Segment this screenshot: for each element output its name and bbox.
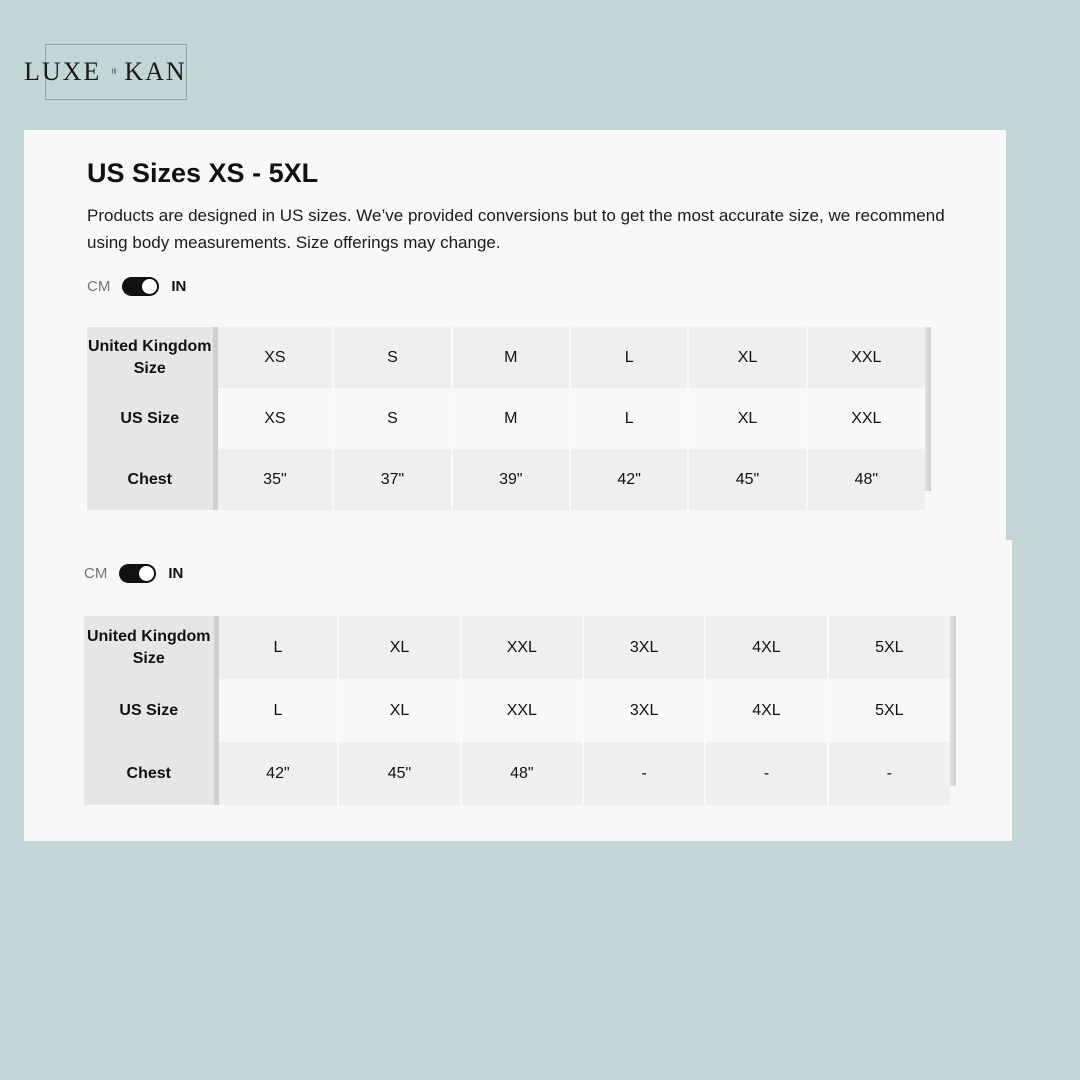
table-cell: L: [570, 388, 688, 449]
table-row: [84, 679, 950, 742]
unit-toggle-top: [87, 277, 186, 296]
brand-logo: [24, 44, 204, 100]
table-scroll-edge-bottom: [950, 616, 956, 786]
table-row: [87, 327, 925, 388]
table-cell: 35": [215, 449, 333, 510]
table-cell: XL: [688, 327, 806, 388]
table-cell: XL: [688, 388, 806, 449]
table-cell: 3XL: [583, 616, 705, 679]
row-header: Chest: [87, 449, 215, 510]
logo-text: [24, 57, 187, 87]
unit-switch[interactable]: [122, 277, 159, 296]
table-cell: L: [570, 327, 688, 388]
table-cell: 3XL: [583, 679, 705, 742]
table-cell: S: [333, 327, 451, 388]
table-cell: XS: [215, 388, 333, 449]
table-cell: M: [452, 388, 570, 449]
unit-cm-label[interactable]: CM: [84, 565, 108, 582]
table-row: [87, 449, 925, 510]
table-cell: -: [583, 742, 705, 805]
table-cell: 48": [807, 449, 925, 510]
logo-word-right: KAN: [124, 57, 187, 86]
size-description: Products are designed in US sizes. We’ve provided conversions but to get the most accurate size, we recommend using body measurements. Size offerings may change.: [87, 206, 945, 252]
table-cell: -: [828, 742, 950, 805]
row-header: US Size: [87, 388, 215, 449]
table-cell: XXL: [807, 388, 925, 449]
table-cell: S: [333, 388, 451, 449]
table-cell: 5XL: [828, 679, 950, 742]
row-header: United Kingdom Size: [84, 616, 216, 679]
size-table-top: [87, 327, 925, 510]
table-cell: 48": [461, 742, 583, 805]
unit-toggle-bottom: [84, 564, 183, 583]
row-header: Chest: [84, 742, 216, 805]
size-table-bottom: [84, 616, 950, 805]
table-cell: 45": [688, 449, 806, 510]
table-row: [84, 616, 950, 679]
table-row: [84, 742, 950, 805]
table-cell: XL: [338, 679, 460, 742]
logo-mark-icon: ≡: [107, 67, 120, 77]
table-cell: 37": [333, 449, 451, 510]
table-cell: 4XL: [705, 616, 827, 679]
row-header: United Kingdom Size: [87, 327, 215, 388]
table-cell: XS: [215, 327, 333, 388]
table-cell: 4XL: [705, 679, 827, 742]
table-cell: M: [452, 327, 570, 388]
unit-in-label[interactable]: IN: [171, 278, 187, 295]
table-cell: 5XL: [828, 616, 950, 679]
page-title: US Sizes XS - 5XL: [87, 158, 319, 188]
table-cell: 45": [338, 742, 460, 805]
table-cell: XXL: [461, 679, 583, 742]
table-scroll-edge-top: [925, 327, 931, 491]
switch-knob: [139, 566, 154, 581]
table-cell: XXL: [807, 327, 925, 388]
table-cell: 42": [216, 742, 338, 805]
table-cell: L: [216, 616, 338, 679]
unit-cm-label[interactable]: CM: [87, 278, 111, 295]
table-cell: 39": [452, 449, 570, 510]
table-cell: -: [705, 742, 827, 805]
switch-knob: [142, 279, 157, 294]
table-cell: L: [216, 679, 338, 742]
row-header: US Size: [84, 679, 216, 742]
logo-word-left: LUXE: [24, 57, 102, 86]
unit-in-label[interactable]: IN: [168, 565, 184, 582]
unit-switch[interactable]: [119, 564, 156, 583]
table-cell: XXL: [461, 616, 583, 679]
table-row: [87, 388, 925, 449]
table-cell: 42": [570, 449, 688, 510]
table-cell: XL: [338, 616, 460, 679]
